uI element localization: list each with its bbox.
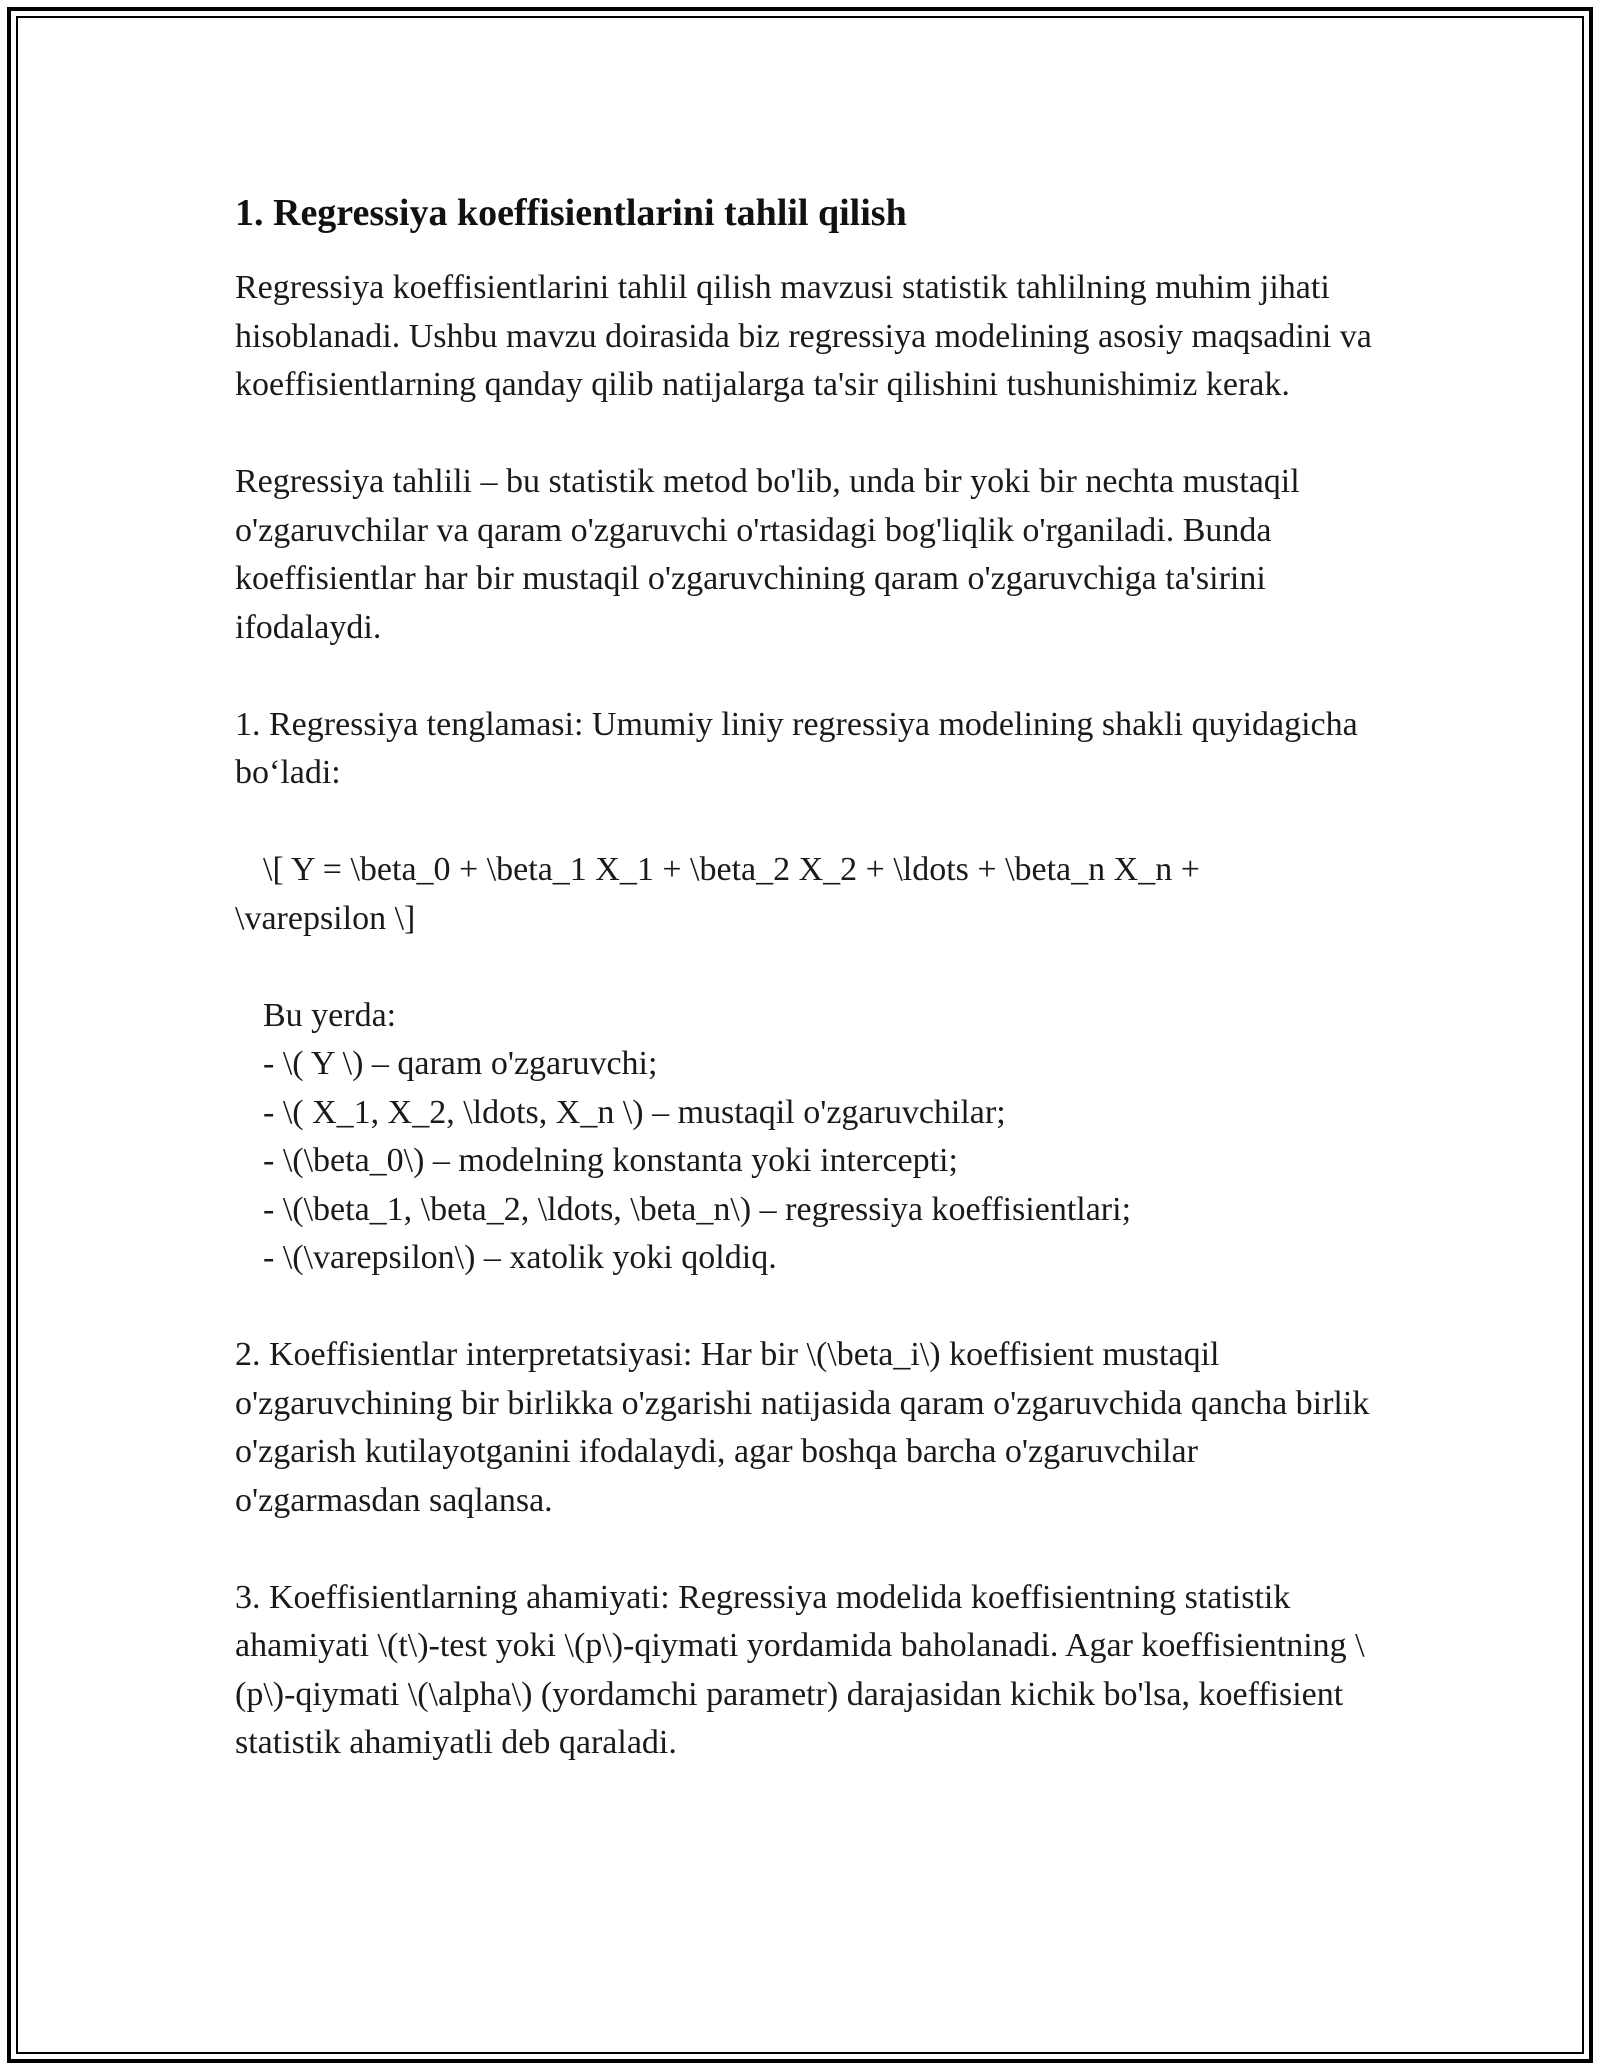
paragraph-gap — [235, 410, 1385, 459]
variable-definitions — [235, 992, 1385, 1283]
equation-intro-paragraph: 1. Regressiya tenglamasi: Umumiy liniy regressiya modelining shakli quyidagicha bo‘ladi: — [235, 705, 1358, 791]
paragraph-gap — [235, 652, 1385, 701]
list-item: - \(\varepsilon\) – xatolik yoki qoldiq. — [263, 1239, 777, 1276]
document-body — [235, 188, 1385, 1768]
section-heading: 1. Regressiya koeffisientlarini tahlil qilish — [235, 192, 907, 234]
paragraph-gap — [235, 1525, 1385, 1574]
intro-paragraph: Regressiya koeffisientlarini tahlil qilish mavzusi statistik tahlilning muhim jihati hisoblanadi. Ushbu mavzu doirasida biz regressiya modelining asosiy maqsadini va koeffisientlarning qanday qilib natijalarga ta'sir qilishini tushunishimiz kerak. — [235, 269, 1372, 403]
equation-line-2: \varepsilon \] — [235, 899, 416, 937]
where-label: Bu yerda: — [263, 996, 397, 1034]
paragraph-gap — [235, 943, 1385, 992]
list-item: - \(\beta_0\) – modelning konstanta yoki intercepti; — [263, 1142, 958, 1179]
equation-line-1: \[ Y = \beta_0 + \beta_1 X_1 + \beta_2 X_2 + \ldots + \beta_n X_n + — [263, 851, 1200, 888]
paragraph-gap — [235, 1283, 1385, 1332]
definition-paragraph: Regressiya tahlili – bu statistik metod bo'lib, unda bir yoki bir nechta mustaqil o'zgaruvchilar va qaram o'zgaruvchi o'rtasidagi bog'liqlik o'rganiladi. Bunda koeffisientlar har bir mustaqil o'zgaruvchining qaram o'zgaruvchiga ta'sirini ifodalaydi. — [235, 463, 1300, 646]
list-item: - \( Y \) – qaram o'zgaruvchi; — [263, 1045, 658, 1082]
list-item: - \(\beta_1, \beta_2, \ldots, \beta_n\) – regressiya koeffisientlari; — [263, 1190, 1132, 1228]
paragraph-gap — [235, 798, 1385, 847]
significance-paragraph: 3. Koeffisientlarning ahamiyati: Regressiya modelida koeffisientning statistik ahamiyati \(t\)-test yoki \(p\)-qiymati yordamida baholanadi. Agar koeffisientning \(p\)-qiymati \(\alpha\) (yordamchi parametr) darajasidan kichik bo'lsa, koeffisient statistik ahamiyatli deb qaraladi. — [235, 1578, 1365, 1761]
regression-equation — [235, 846, 1385, 943]
list-item: - \( X_1, X_2, \ldots, X_n \) – mustaqil o'zgaruvchilar; — [263, 1093, 1006, 1131]
interpretation-paragraph: 2. Koeffisientlar interpretatsiyasi: Har bir \(\beta_i\) koeffisient mustaqil o'zgaruvchining bir birlikka o'zgarishi natijasida qaram o'zgaruvchida qancha birlik o'zgarish kutilayotganini ifodalaydi, agar boshqa barcha o'zgaruvchilar o'zgarmasdan saqlansa. — [235, 1336, 1370, 1519]
